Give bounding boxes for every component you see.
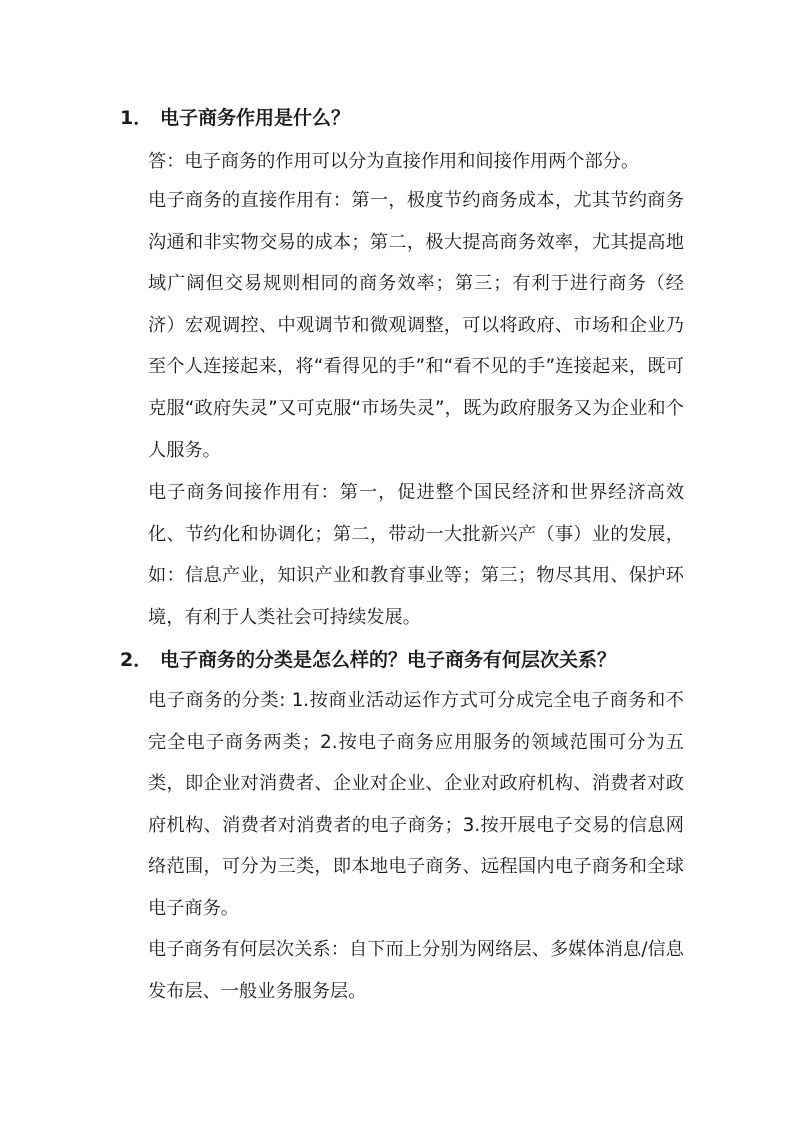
question-1-title: 电子商务作用是什么？ (160, 107, 351, 129)
question-2-heading (120, 648, 700, 672)
question-2-layers: 电子商务有何层次关系：自下而上分别为网络层、多媒体消息/信息发布层、一般业务服务层。 (148, 939, 684, 1002)
question-1-direct-effects: 电子商务的直接作用有：第一，极度节约商务成本，尤其节约商务沟通和非实物交易的成本；第二，极大提高商务效率，尤其提高地域广阔但交易规则相同的商务效率；第三；有利于进行商务（经济）宏观调控、中观调节和微观调整，可以将政府、市场和企业乃至个人连接起来，将“看得见的手”和“看不见的手”连接起来，既可克服“政府失灵”又可克服“市场失灵”，既为政府服务又为企业和个人服务。 (148, 190, 684, 461)
question-2-classification: 电子商务的分类: 1.按商业活动运作方式可分成完全电子商务和不完全电子商务两类；2.按电子商务应用服务的领域范围可分为五类，即企业对消费者、企业对企业、企业对政府机构、消费者对政府机构、消费者对消费者的电子商务；3.按开展电子交易的信息网络范围，可分为三类，即本地电子商务、远程国内电子商务和全球电子商务。 (148, 690, 684, 919)
question-1-number: 1． (120, 107, 153, 129)
question-2-number: 2． (120, 649, 153, 671)
question-1-answer-intro: 答：电子商务的作用可以分为直接作用和间接作用两个部分。 (148, 151, 640, 172)
question-1-indirect-effects: 电子商务间接作用有：第一，促进整个国民经济和世界经济高效化、节约化和协调化；第二，带动一大批新兴产（事）业的发展，如：信息产业，知识产业和教育事业等；第三；物尽其用、保护环境，有利于人类社会可持续发展。 (148, 482, 684, 628)
question-1-heading (120, 106, 700, 130)
question-2-title: 电子商务的分类是怎么样的？电子商务有何层次关系？ (160, 649, 617, 671)
